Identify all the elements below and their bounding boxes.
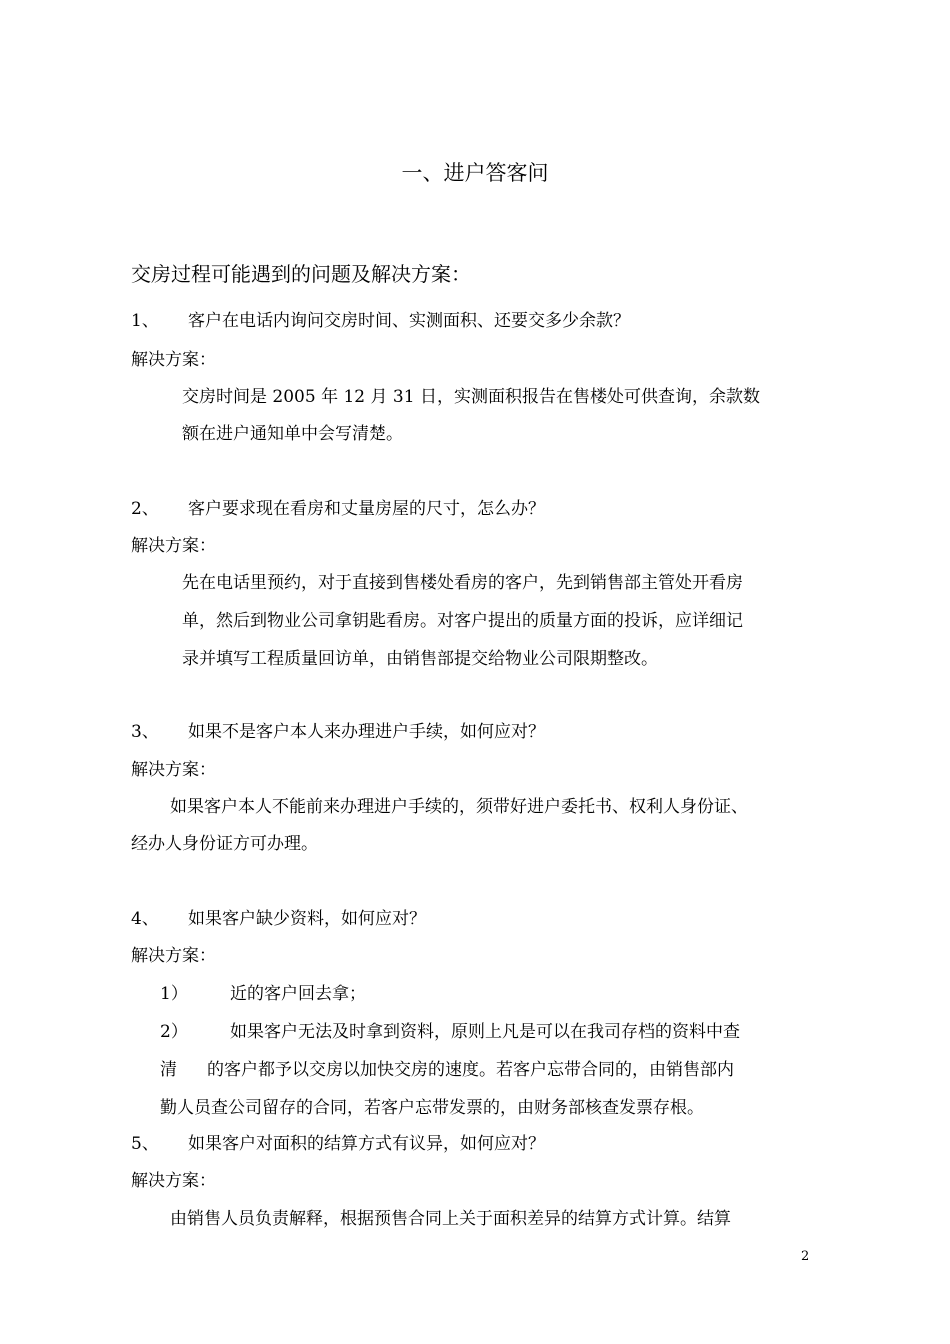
page-number: 2 — [801, 1249, 810, 1264]
answer-4-item-2 — [160, 1017, 740, 1042]
answer-3-line-1: 如果客户本人不能前来办理进户手续的，须带好进户委托书、权利人身份证、 — [170, 797, 748, 817]
question-1 — [131, 306, 630, 331]
item-text: 的客户都予以交房以加快交房的速度。若客户忘带合同的，由销售部内 — [207, 1060, 734, 1080]
item-number: 1） — [160, 984, 188, 1004]
question-number: 4、 — [131, 909, 159, 929]
question-text: 如果客户缺少资料，如何应对？ — [188, 909, 426, 929]
section-subtitle: 交房过程可能遇到的问题及解决方案： — [131, 262, 471, 286]
item-text: 近的客户回去拿； — [230, 984, 366, 1004]
question-text: 如果客户对面积的结算方式有议异，如何应对？ — [188, 1134, 545, 1154]
answer-3-line-2: 经办人身份证方可办理。 — [131, 834, 318, 854]
question-5 — [131, 1129, 545, 1154]
answer-4-item-1 — [160, 979, 366, 1004]
question-number: 1、 — [131, 311, 159, 331]
question-4 — [131, 904, 426, 929]
item-number: 2） — [160, 1022, 188, 1042]
solution-label: 解决方案： — [131, 536, 216, 556]
question-3 — [131, 717, 545, 742]
question-number: 2、 — [131, 499, 159, 519]
question-text: 客户在电话内询问交房时间、实测面积、还要交多少余款？ — [188, 311, 630, 331]
question-text: 客户要求现在看房和丈量房屋的尺寸，怎么办？ — [188, 499, 545, 519]
answer-2-line-2: 单，然后到物业公司拿钥匙看房。对客户提出的质量方面的投诉，应详细记 — [182, 611, 743, 631]
answer-2-line-3: 录并填写工程质量回访单，由销售部提交给物业公司限期整改。 — [182, 649, 658, 669]
solution-label: 解决方案： — [131, 350, 216, 370]
answer-5-line-1: 由销售人员负责解释，根据预售合同上关于面积差异的结算方式计算。结算 — [170, 1209, 731, 1229]
item-text: 如果客户无法及时拿到资料，原则上凡是可以在我司存档的资料中查 — [230, 1022, 740, 1042]
solution-label: 解决方案： — [131, 760, 216, 780]
item-text: 清 — [160, 1060, 177, 1080]
solution-label: 解决方案： — [131, 946, 216, 966]
answer-4-item-2-cont-1 — [160, 1055, 734, 1080]
answer-1-line-1: 交房时间是 2005 年 12 月 31 日，实测面积报告在售楼处可供查询，余款数 — [182, 387, 760, 407]
question-number: 5、 — [131, 1134, 159, 1154]
question-2 — [131, 494, 545, 519]
answer-4-item-2-cont-2: 勤人员查公司留存的合同，若客户忘带发票的，由财务部核查发票存根。 — [160, 1098, 704, 1118]
solution-label: 解决方案： — [131, 1171, 216, 1191]
question-text: 如果不是客户本人来办理进户手续，如何应对？ — [188, 722, 545, 742]
question-number: 3、 — [131, 722, 159, 742]
answer-2-line-1: 先在电话里预约，对于直接到售楼处看房的客户，先到销售部主管处开看房 — [182, 573, 743, 593]
page-title: 一、进户答客问 — [401, 161, 549, 185]
answer-1-line-2: 额在进户通知单中会写清楚。 — [182, 424, 403, 444]
